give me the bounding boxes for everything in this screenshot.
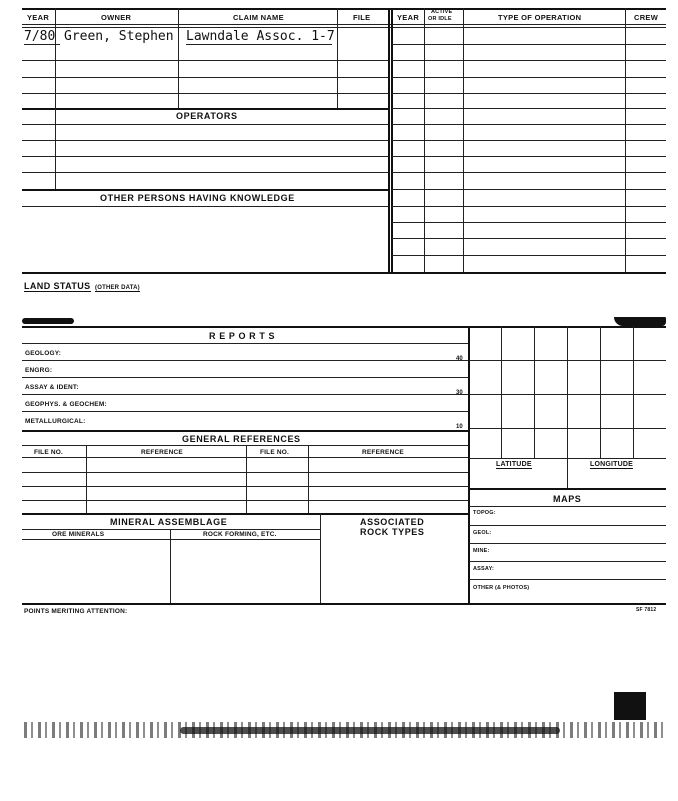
grid-col-2 [534, 326, 535, 458]
maps-rule-4 [469, 579, 666, 580]
right-rule-11 [392, 206, 666, 207]
gen-ref-top-rule [22, 430, 468, 432]
mineral-heading-rule [22, 529, 320, 530]
scan-mark-left [22, 318, 74, 324]
report-engrg: ENGRG: [25, 367, 53, 374]
scan-black-block [614, 692, 646, 720]
reports-top-rule [22, 326, 666, 328]
operators-row-3 [22, 172, 388, 173]
gen-ref-row-3 [22, 500, 468, 501]
right-rule-7 [392, 140, 666, 141]
maps-heading: MAPS [553, 494, 582, 504]
gen-ref-heading: GENERAL REFERENCES [182, 434, 301, 444]
right-rule-14 [392, 255, 666, 256]
grid-col-1 [501, 326, 502, 458]
maps-rule-2 [469, 543, 666, 544]
operators-rule [22, 124, 388, 125]
reports-heading: R E P O R T S [209, 331, 276, 341]
right-rule-12 [392, 222, 666, 223]
gen-ref-row-1 [22, 472, 468, 473]
report-geology: GEOLOGY: [25, 350, 62, 357]
claim-col-divider [337, 8, 338, 108]
grid-row-2 [469, 394, 666, 395]
entry-claim-name: Lawndale Assoc. 1-7 [186, 29, 335, 44]
gen-ref-div-2 [246, 445, 247, 513]
report-assay: ASSAY & IDENT: [25, 384, 79, 391]
gen-ref-col-rule [22, 457, 468, 458]
entry-year: 7/80 [24, 29, 56, 44]
scale-mark-40: 40 [456, 356, 463, 362]
right-rule-10 [392, 189, 666, 190]
operators-row-1 [22, 140, 388, 141]
top-rule [22, 8, 666, 10]
maps-topog: TOPOG: [473, 510, 496, 516]
gen-ref-col-ref-2: REFERENCE [362, 449, 404, 456]
mineral-col-div [170, 529, 171, 604]
maps-rule-1 [469, 525, 666, 526]
mineral-col-rule [22, 539, 320, 540]
reports-bottom-rule [22, 603, 666, 605]
operators-top-rule [22, 108, 390, 110]
other-persons-rule [22, 206, 388, 207]
scale-mark-30: 30 [456, 390, 463, 396]
right-rule-13 [392, 238, 666, 239]
right-rule-9 [392, 172, 666, 173]
maps-assay: ASSAY: [473, 566, 495, 572]
maps-heading-rule [469, 506, 666, 507]
associated-div [320, 513, 321, 604]
claim-table-bottom-rule [22, 272, 666, 274]
header-owner: OWNER [101, 13, 132, 22]
maps-other: OTHER (& PHOTOS) [473, 585, 530, 591]
longitude-label: LONGITUDE [590, 461, 634, 468]
header-type-of-operation: TYPE OF OPERATION [498, 13, 582, 22]
owner-rule-2 [22, 77, 388, 78]
form-number: SF 7812 [636, 607, 657, 613]
mineral-heading: MINERAL ASSEMBLAGE [110, 517, 228, 527]
grid-col-5 [633, 326, 634, 458]
other-persons-top-rule [22, 189, 390, 191]
ore-minerals: ORE MINERALS [52, 531, 105, 538]
reports-heading-rule [22, 343, 468, 344]
grid-row-3 [469, 428, 666, 429]
header-or-idle: OR IDLE [428, 16, 452, 22]
rock-forming: ROCK FORMING, ETC. [203, 531, 277, 538]
header-year-right: YEAR [397, 13, 420, 22]
header-year: YEAR [27, 13, 50, 22]
scale-mark-10: 10 [456, 424, 463, 430]
mineral-top-rule [22, 513, 468, 515]
land-status-label: LAND STATUS [24, 281, 91, 291]
entry-owner: Green, Stephen [64, 29, 174, 44]
owner-rule-1 [22, 60, 388, 61]
scan-noise-streak [180, 727, 560, 734]
gen-ref-col-file-1: FILE NO. [34, 449, 64, 456]
gen-ref-row-2 [22, 486, 468, 487]
right-rule-6 [392, 124, 666, 125]
land-status-sub: (OTHER DATA) [95, 285, 140, 291]
right-rule-1 [392, 44, 666, 45]
associated-line-2: ROCK TYPES [360, 527, 425, 537]
right-rule-4 [392, 93, 666, 94]
right-rule-2 [392, 60, 666, 61]
header-file: FILE [353, 13, 371, 22]
maps-rule-3 [469, 561, 666, 562]
scan-mark-right [614, 317, 666, 326]
header-active: ACTIVE [431, 9, 453, 15]
operators-heading: OPERATORS [176, 111, 238, 121]
grid-row-1 [469, 360, 666, 361]
report-rule-2 [22, 377, 468, 378]
land-status [24, 276, 140, 294]
gen-ref-div-3 [308, 445, 309, 513]
header-claim-name: CLAIM NAME [233, 13, 284, 22]
header-rule-2 [22, 27, 666, 28]
owner-col-divider [178, 8, 179, 108]
maps-mine: MINE: [473, 548, 490, 554]
report-rule-1 [22, 360, 468, 361]
main-divider [388, 8, 390, 273]
report-metallurgical: METALLURGICAL: [25, 418, 86, 425]
grid-col-3 [567, 326, 568, 458]
header-rule [22, 24, 666, 25]
points-meriting-attention: POINTS MERITING ATTENTION: [24, 608, 128, 615]
right-rule-3 [392, 77, 666, 78]
other-persons-heading: OTHER PERSONS HAVING KNOWLEDGE [100, 193, 295, 203]
entry-claim-underline [186, 44, 332, 45]
lat-long-divider [567, 458, 568, 488]
latitude-label: LATITUDE [496, 461, 532, 468]
gen-ref-heading-rule [22, 445, 468, 446]
gen-ref-div-1 [86, 445, 87, 513]
right-rule-5 [392, 108, 666, 109]
associated-line-1: ASSOCIATED [360, 517, 425, 527]
operators-row-2 [22, 156, 388, 157]
right-panel-divider [468, 326, 470, 604]
owner-rule-3 [22, 93, 388, 94]
gen-ref-col-ref-1: REFERENCE [141, 449, 183, 456]
grid-col-4 [600, 326, 601, 458]
header-crew: CREW [634, 13, 659, 22]
report-geophys: GEOPHYS. & GEOCHEM: [25, 401, 107, 408]
report-rule-4 [22, 411, 468, 412]
maps-geol: GEOL: [473, 530, 492, 536]
maps-top-rule [469, 488, 666, 490]
right-rule-8 [392, 156, 666, 157]
gen-ref-col-file-2: FILE NO. [260, 449, 290, 456]
report-rule-3 [22, 394, 468, 395]
year-col-divider [55, 8, 56, 189]
